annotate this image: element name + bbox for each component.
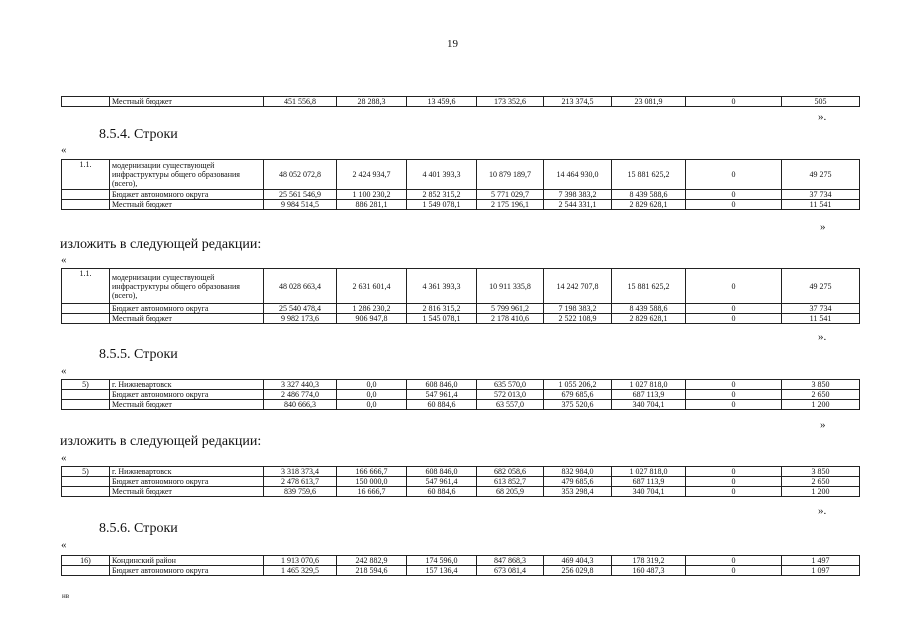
row-value: 375 520,6 — [544, 400, 612, 410]
row-name: Местный бюджет — [110, 487, 264, 497]
row-value: 0 — [686, 190, 782, 200]
row-value: 1 465 329,5 — [264, 566, 337, 576]
section-heading-855: 8.5.5. Строки — [99, 347, 178, 362]
row-index — [62, 304, 110, 314]
row-index — [62, 566, 110, 576]
table-856-old — [61, 555, 860, 576]
row-value: 2 486 774,0 — [264, 390, 337, 400]
row-value: 2 829 628,1 — [612, 314, 686, 324]
row-value: 28 288,3 — [337, 97, 407, 107]
row-value: 2 650 — [782, 477, 860, 487]
opening-quote: « — [61, 539, 67, 551]
row-value: 0 — [686, 314, 782, 324]
table-top — [61, 96, 860, 107]
row-value: 49 275 — [782, 160, 860, 190]
lead-text-854: изложить в следующей редакции: — [60, 237, 262, 252]
row-value: 572 013,0 — [477, 390, 544, 400]
row-value: 613 852,7 — [477, 477, 544, 487]
row-name: Бюджет автономного округа — [110, 190, 264, 200]
row-value: 173 352,6 — [477, 97, 544, 107]
row-value: 635 570,0 — [477, 380, 544, 390]
row-value: 242 882,9 — [337, 556, 407, 566]
row-index — [62, 190, 110, 200]
row-value: 2 424 934,7 — [337, 160, 407, 190]
row-value: 213 374,5 — [544, 97, 612, 107]
row-value: 0 — [686, 556, 782, 566]
table-row — [62, 190, 860, 200]
row-value: 60 884,6 — [407, 400, 477, 410]
row-value: 682 058,6 — [477, 467, 544, 477]
row-value: 687 113,9 — [612, 477, 686, 487]
row-index — [62, 477, 110, 487]
row-value: 679 685,6 — [544, 390, 612, 400]
row-value: 469 404,3 — [544, 556, 612, 566]
row-value: 1 913 070,6 — [264, 556, 337, 566]
opening-quote: « — [61, 365, 67, 377]
table-row — [62, 487, 860, 497]
row-value: 4 361 393,3 — [407, 269, 477, 304]
row-value: 2 829 628,1 — [612, 200, 686, 210]
row-name: Бюджет автономного округа — [110, 304, 264, 314]
row-value: 157 136,4 — [407, 566, 477, 576]
row-index: 5) — [62, 380, 110, 390]
row-value: 15 881 625,2 — [612, 160, 686, 190]
row-value: 25 540 478,4 — [264, 304, 337, 314]
row-value: 3 850 — [782, 467, 860, 477]
row-value: 2 178 410,6 — [477, 314, 544, 324]
row-value: 1 100 230,2 — [337, 190, 407, 200]
row-index — [62, 200, 110, 210]
row-index: 1.1. — [62, 160, 110, 190]
row-value: 886 281,1 — [337, 200, 407, 210]
row-value: 5 799 961,2 — [477, 304, 544, 314]
row-value: 0,0 — [337, 380, 407, 390]
row-value: 1 497 — [782, 556, 860, 566]
row-value: 0,0 — [337, 390, 407, 400]
row-value: 174 596,0 — [407, 556, 477, 566]
row-value: 840 666,3 — [264, 400, 337, 410]
row-value: 1 027 818,0 — [612, 380, 686, 390]
row-value: 7 198 383,2 — [544, 304, 612, 314]
table-row — [62, 556, 860, 566]
row-value: 2 650 — [782, 390, 860, 400]
row-value: 60 884,6 — [407, 487, 477, 497]
row-value: 160 487,3 — [612, 566, 686, 576]
row-value: 1 200 — [782, 400, 860, 410]
row-value: 608 846,0 — [407, 467, 477, 477]
row-value: 0 — [686, 200, 782, 210]
row-value: 7 398 383,2 — [544, 190, 612, 200]
table-row — [62, 304, 860, 314]
row-value: 3 327 440,3 — [264, 380, 337, 390]
row-name: модернизации существующей инфраструктуры общего образования (всего), — [110, 269, 264, 304]
table-row — [62, 97, 860, 107]
table-row — [62, 400, 860, 410]
table-row — [62, 160, 860, 190]
row-value: 10 911 335,8 — [477, 269, 544, 304]
row-value: 23 081,9 — [612, 97, 686, 107]
row-value: 150 000,0 — [337, 477, 407, 487]
row-value: 8 439 588,6 — [612, 190, 686, 200]
row-index — [62, 97, 110, 107]
row-value: 10 879 189,7 — [477, 160, 544, 190]
row-value: 4 401 393,3 — [407, 160, 477, 190]
row-value: 11 541 — [782, 314, 860, 324]
row-value: 49 275 — [782, 269, 860, 304]
row-value: 48 052 072,8 — [264, 160, 337, 190]
table-row — [62, 200, 860, 210]
row-index: 16) — [62, 556, 110, 566]
row-index — [62, 314, 110, 324]
closing-quote: ». — [818, 505, 827, 517]
table-854-new — [61, 268, 860, 324]
row-value: 37 734 — [782, 304, 860, 314]
row-value: 340 704,1 — [612, 400, 686, 410]
row-index — [62, 400, 110, 410]
row-value: 9 982 173,6 — [264, 314, 337, 324]
row-value: 673 081,4 — [477, 566, 544, 576]
row-value: 1 055 206,2 — [544, 380, 612, 390]
row-value: 48 028 663,4 — [264, 269, 337, 304]
closing-quote: ». — [818, 111, 827, 123]
row-value: 0 — [686, 390, 782, 400]
row-name: Кондинский район — [110, 556, 264, 566]
row-index: 5) — [62, 467, 110, 477]
row-value: 0 — [686, 467, 782, 477]
row-value: 15 881 625,2 — [612, 269, 686, 304]
row-value: 178 319,2 — [612, 556, 686, 566]
row-value: 2 631 601,4 — [337, 269, 407, 304]
closing-quote: » — [820, 221, 826, 233]
row-value: 0 — [686, 160, 782, 190]
row-value: 218 594,6 — [337, 566, 407, 576]
row-value: 0 — [686, 400, 782, 410]
row-value: 687 113,9 — [612, 390, 686, 400]
row-value: 906 947,8 — [337, 314, 407, 324]
row-value: 353 298,4 — [544, 487, 612, 497]
row-value: 832 984,0 — [544, 467, 612, 477]
row-value: 0 — [686, 487, 782, 497]
row-value: 451 556,8 — [264, 97, 337, 107]
row-value: 2 478 613,7 — [264, 477, 337, 487]
table-row — [62, 477, 860, 487]
row-value: 3 318 373,4 — [264, 467, 337, 477]
row-value: 0 — [686, 380, 782, 390]
table-row — [62, 380, 860, 390]
row-value: 2 816 315,2 — [407, 304, 477, 314]
closing-quote: ». — [818, 331, 827, 343]
row-value: 13 459,6 — [407, 97, 477, 107]
row-index — [62, 487, 110, 497]
row-value: 2 175 196,1 — [477, 200, 544, 210]
row-value: 3 850 — [782, 380, 860, 390]
footer-mark: нв — [62, 592, 70, 600]
opening-quote: « — [61, 452, 67, 464]
section-heading-856: 8.5.6. Строки — [99, 521, 178, 536]
row-value: 0 — [686, 304, 782, 314]
row-value: 847 868,3 — [477, 556, 544, 566]
row-value: 505 — [782, 97, 860, 107]
row-value: 479 685,6 — [544, 477, 612, 487]
row-value: 1 027 818,0 — [612, 467, 686, 477]
row-value: 1 097 — [782, 566, 860, 576]
row-value: 14 242 707,8 — [544, 269, 612, 304]
row-name: Местный бюджет — [110, 400, 264, 410]
row-name: Бюджет автономного округа — [110, 477, 264, 487]
row-value: 1 549 078,1 — [407, 200, 477, 210]
row-index: 1.1. — [62, 269, 110, 304]
row-name: г. Нижневартовск — [110, 380, 264, 390]
row-value: 9 984 514,5 — [264, 200, 337, 210]
row-value: 2 544 331,1 — [544, 200, 612, 210]
row-value: 68 205,9 — [477, 487, 544, 497]
lead-text-855: изложить в следующей редакции: — [60, 434, 262, 449]
table-855-old — [61, 379, 860, 410]
row-value: 16 666,7 — [337, 487, 407, 497]
closing-quote: » — [820, 419, 826, 431]
table-855-new — [61, 466, 860, 497]
row-value: 63 557,0 — [477, 400, 544, 410]
row-value: 0 — [686, 269, 782, 304]
table-row — [62, 269, 860, 304]
row-value: 0 — [686, 566, 782, 576]
row-value: 2 522 108,9 — [544, 314, 612, 324]
table-row — [62, 390, 860, 400]
table-row — [62, 566, 860, 576]
row-value: 5 771 029,7 — [477, 190, 544, 200]
row-value: 166 666,7 — [337, 467, 407, 477]
row-value: 1 545 078,1 — [407, 314, 477, 324]
row-value: 8 439 588,6 — [612, 304, 686, 314]
row-value: 547 961,4 — [407, 477, 477, 487]
row-value: 25 561 546,9 — [264, 190, 337, 200]
row-index — [62, 390, 110, 400]
table-854-old — [61, 159, 860, 210]
row-name: Бюджет автономного округа — [110, 390, 264, 400]
row-value: 547 961,4 — [407, 390, 477, 400]
section-heading-854: 8.5.4. Строки — [99, 127, 178, 142]
opening-quote: « — [61, 254, 67, 266]
row-name: Местный бюджет — [110, 97, 264, 107]
row-value: 256 029,8 — [544, 566, 612, 576]
row-value: 2 852 315,2 — [407, 190, 477, 200]
row-value: 839 759,6 — [264, 487, 337, 497]
row-value: 0 — [686, 477, 782, 487]
table-row — [62, 314, 860, 324]
row-name: модернизации существующей инфраструктуры общего образования (всего), — [110, 160, 264, 190]
row-value: 11 541 — [782, 200, 860, 210]
row-name: Местный бюджет — [110, 314, 264, 324]
row-value: 608 846,0 — [407, 380, 477, 390]
row-value: 37 734 — [782, 190, 860, 200]
row-name: Бюджет автономного округа — [110, 566, 264, 576]
row-value: 340 704,1 — [612, 487, 686, 497]
row-value: 0,0 — [337, 400, 407, 410]
opening-quote: « — [61, 144, 67, 156]
table-row — [62, 467, 860, 477]
row-value: 0 — [686, 97, 782, 107]
row-name: Местный бюджет — [110, 200, 264, 210]
row-name: г. Нижневартовск — [110, 467, 264, 477]
row-value: 14 464 930,0 — [544, 160, 612, 190]
row-value: 1 286 230,2 — [337, 304, 407, 314]
row-value: 1 200 — [782, 487, 860, 497]
page-number: 19 — [447, 38, 458, 50]
